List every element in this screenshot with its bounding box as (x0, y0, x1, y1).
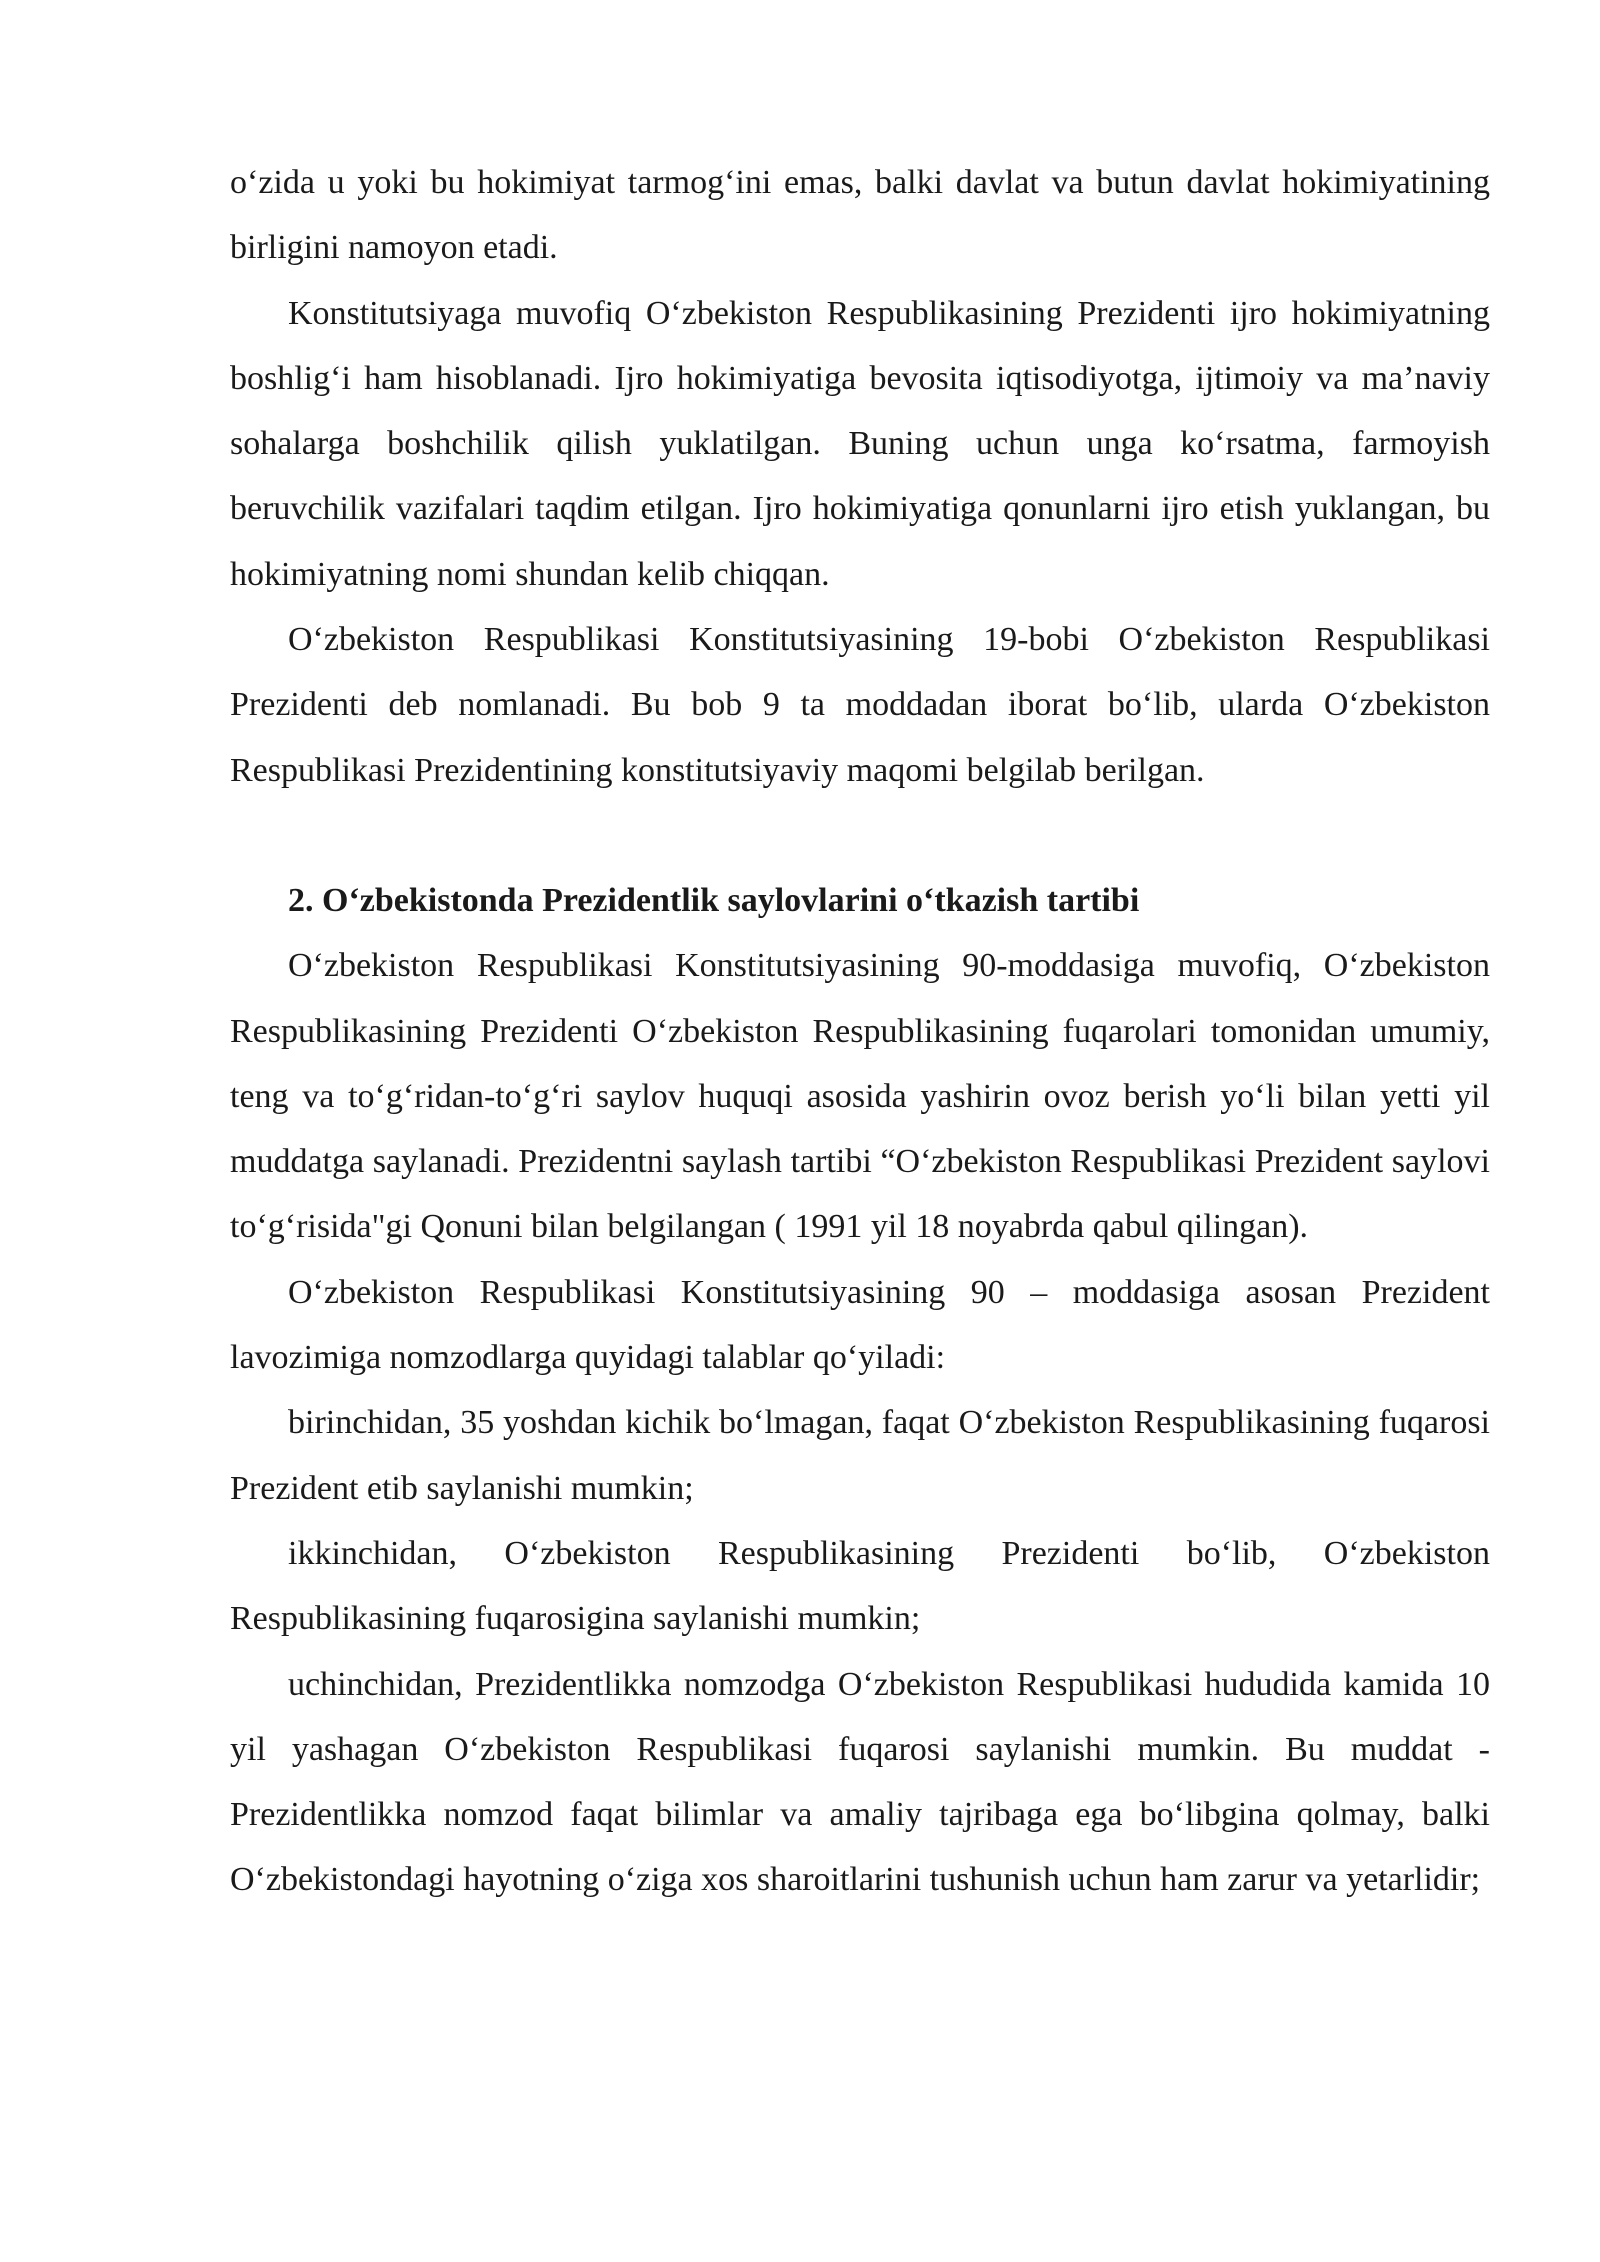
section-heading: 2. O‘zbekistonda Prezidentlik saylovlarini o‘tkazish tartibi (288, 881, 1140, 919)
document-page (230, 150, 1490, 1913)
paragraph-requirement-first: birinchidan, 35 yoshdan kichik bo‘lmagan, faqat O‘zbekiston Respublikasining fuqarosi Prezident etib saylanishi mumkin; (230, 1404, 1490, 1507)
paragraph-executive-power: Konstitutsiyaga muvofiq O‘zbekiston Respublikasining Prezidenti ijro hokimiyatning boshlig‘i ham hisoblanadi. Ijro hokimiyatiga bevosita iqtisodiyotga, ijtimoiy va ma’naviy sohalarga boshchilik qilish yuklatilgan. Buning uchun unga ko‘rsatma, farmoyish beruvchilik vazifalari taqdim etilgan. Ijro hokimiyatiga qonunlarni ijro etish yuklangan, bu hokimiyatning nomi shundan kelib chiqqan. (230, 294, 1490, 593)
paragraph-chapter-19: O‘zbekiston Respublikasi Konstitutsiyasining 19-bobi O‘zbekiston Respublikasi Prezidenti deb nomlanadi. Bu bob 9 ta moddadan iborat bo‘lib, ularda O‘zbekiston Respublikasi Prezidentining konstitutsiyaviy maqomi belgilab berilgan. (230, 621, 1490, 789)
paragraph-article-90: O‘zbekiston Respublikasi Konstitutsiyasining 90-moddasiga muvofiq, O‘zbekiston Respublikasining Prezidenti O‘zbekiston Respublikasining fuqarolari tomonidan umumiy, teng va to‘g‘ridan-to‘g‘ri saylov huquqi asosida yashirin ovoz berish yo‘li bilan yetti yil muddatga saylanadi. Prezidentni saylash tartibi “O‘zbekiston Respublikasi Prezident saylovi to‘g‘risida"gi Qonuni bilan belgilangan ( 1991 yil 18 noyabrda qabul qilingan). (230, 947, 1490, 1246)
paragraph-requirements-intro: O‘zbekiston Respublikasi Konstitutsiyasining 90 – moddasiga asosan Prezident lavozimiga nomzodlarga quyidagi talablar qo‘yiladi: (230, 1273, 1490, 1377)
paragraph-requirement-second: ikkinchidan, O‘zbekiston Respublikasining Prezidenti bo‘lib, O‘zbekiston Respublikasining fuqarosigina saylanishi mumkin; (230, 1534, 1490, 1638)
paragraph-requirement-third: uchinchidan, Prezidentlikka nomzodga O‘zbekiston Respublikasi hududida kamida 10 yil yashagan O‘zbekiston Respublikasi fuqarosi saylanishi mumkin. Bu muddat - Prezidentlikka nomzod faqat bilimlar va amaliy tajribaga ega bo‘libgina qolmay, balki O‘zbekistondagi hayotning o‘ziga xos sharoitlarini tushunish uchun ham zarur va yetarlidir; (230, 1665, 1490, 1899)
paragraph-continuation: o‘zida u yoki bu hokimiyat tarmog‘ini emas, balki davlat va butun davlat hokimiyatining birligini namoyon etadi. (230, 164, 1490, 267)
